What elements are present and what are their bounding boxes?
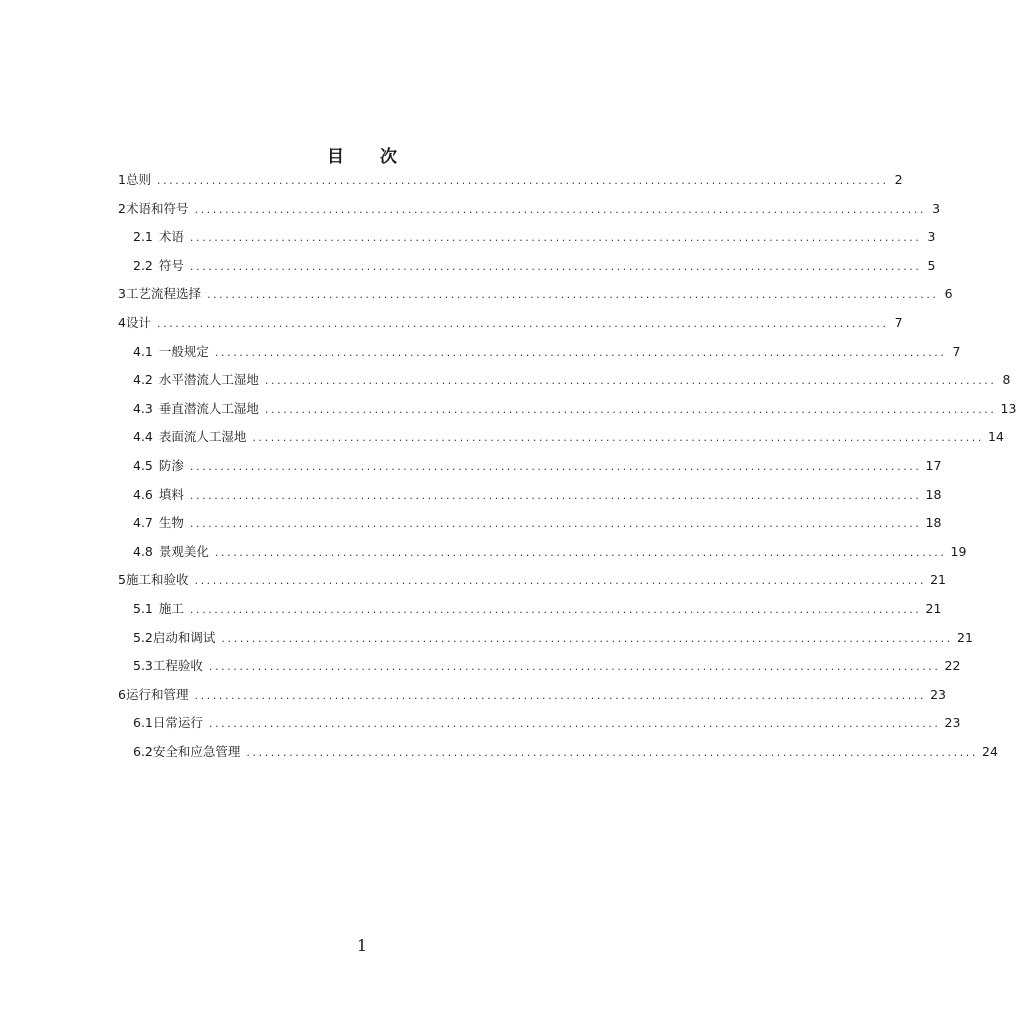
- toc-entry-number: 3: [118, 286, 126, 302]
- toc-entry-label: 防渗: [158, 457, 184, 473]
- toc-entry-number: 4.6: [133, 486, 153, 502]
- toc-entry[interactable]: [118, 566, 946, 595]
- toc-entry-number: 4.2: [133, 372, 153, 388]
- toc-entry-number: 2: [118, 200, 126, 216]
- toc-entry-number: 6.2: [133, 743, 153, 759]
- toc-dot-leader: ........................................................................................................................: [189, 259, 922, 273]
- toc-entry-label: 施工: [158, 600, 184, 616]
- toc-entry-number: 4: [118, 314, 126, 330]
- toc-entry[interactable]: [118, 481, 942, 510]
- toc-entry[interactable]: [118, 452, 942, 481]
- toc-entry-number: 2.1: [133, 229, 153, 245]
- toc-entry-page: 7: [894, 314, 903, 330]
- footer-page-number: 1: [356, 936, 368, 955]
- toc-dot-leader: ........................................................................................................................: [189, 602, 922, 616]
- toc-entry-label: 工艺流程选择: [125, 286, 201, 302]
- toc-dot-leader: ........................................................................................................................: [189, 517, 922, 531]
- toc-entry-label: 生物: [158, 515, 184, 531]
- toc-entry-number: 5.1: [133, 600, 153, 616]
- toc-entry-label: 总则: [125, 172, 151, 187]
- toc-dot-leader: ........................................................................................................................: [208, 717, 941, 731]
- toc-entry-page: 13: [1000, 400, 1016, 416]
- toc-entry-number: 2.2: [133, 257, 153, 273]
- toc-dot-leader: ........................................................................................................................: [208, 660, 941, 674]
- toc-entry-number: 4.7: [133, 515, 153, 531]
- toc-dot-leader: ........................................................................................................................: [206, 288, 939, 302]
- toc-entry[interactable]: [118, 309, 903, 338]
- toc-entry-page: 24: [982, 743, 998, 759]
- table-of-contents: [118, 166, 1016, 766]
- toc-entry-label: 一般规定: [158, 343, 209, 359]
- toc-entry-label: 启动和调试: [152, 629, 216, 645]
- toc-entry-page: 21: [957, 629, 973, 645]
- toc-entry-number: 4.3: [133, 400, 153, 416]
- toc-dot-leader: ........................................................................................................................: [246, 745, 978, 759]
- toc-entry-label: 术语和符号: [125, 200, 189, 216]
- toc-entry-label: 安全和应急管理: [152, 743, 241, 759]
- toc-entry[interactable]: [118, 395, 1016, 424]
- toc-entry-page: 21: [925, 600, 942, 616]
- toc-entry-number: 5.2: [133, 629, 153, 645]
- toc-entry[interactable]: [118, 423, 1004, 452]
- toc-dot-leader: ........................................................................................................................: [264, 402, 997, 416]
- toc-entry-label: 术语: [158, 229, 184, 245]
- toc-dot-leader: ........................................................................................................................: [194, 574, 927, 588]
- toc-entry-number: 4.4: [133, 429, 153, 445]
- toc-entry-page: 18: [925, 515, 942, 531]
- toc-entry-number: 1: [118, 172, 126, 187]
- toc-entry-page: 23: [930, 686, 946, 702]
- toc-entry-page: 6: [944, 286, 953, 302]
- toc-entry-label: 日常运行: [152, 715, 203, 731]
- toc-title-part-2: 次: [380, 147, 397, 167]
- toc-entry-number: 5: [118, 572, 126, 588]
- toc-entry-number: 4.8: [133, 543, 153, 559]
- toc-entry[interactable]: [118, 338, 961, 367]
- toc-entry-page: 14: [988, 429, 1004, 445]
- toc-dot-leader: ........................................................................................................................: [156, 174, 889, 187]
- toc-dot-leader: ........................................................................................................................: [189, 488, 922, 502]
- toc-entry-label: 工程验收: [152, 658, 203, 674]
- toc-title-part-1: 目: [327, 147, 344, 167]
- toc-entry-label: 表面流人工湿地: [158, 429, 247, 445]
- toc-dot-leader: ........................................................................................................................: [214, 345, 947, 359]
- toc-entry-label: 符号: [158, 257, 184, 273]
- toc-entry[interactable]: [118, 223, 936, 252]
- toc-entry-label: 施工和验收: [125, 572, 189, 588]
- toc-dot-leader: ........................................................................................................................: [264, 374, 997, 388]
- toc-entry-label: 景观美化: [158, 543, 209, 559]
- toc-entry-page: 8: [1002, 372, 1011, 388]
- toc-entry-page: 3: [927, 229, 936, 245]
- toc-entry-page: 2: [894, 172, 903, 187]
- toc-entry-page: 18: [925, 486, 942, 502]
- toc-entry[interactable]: [118, 166, 903, 195]
- toc-entry-page: 5: [927, 257, 936, 273]
- toc-entry[interactable]: [118, 280, 953, 309]
- toc-entry[interactable]: [118, 195, 941, 224]
- toc-dot-leader: ........................................................................................................................: [156, 316, 889, 330]
- toc-dot-leader: ........................................................................................................................: [194, 202, 927, 216]
- toc-dot-leader: ........................................................................................................................: [194, 688, 927, 702]
- toc-dot-leader: ........................................................................................................................: [189, 231, 922, 245]
- toc-entry-number: 6.1: [133, 715, 153, 731]
- toc-entry-page: 17: [925, 457, 942, 473]
- toc-entry[interactable]: [118, 595, 942, 624]
- toc-title: [0, 142, 724, 167]
- toc-entry[interactable]: [118, 709, 961, 738]
- toc-entry-page: 23: [944, 715, 961, 731]
- toc-entry[interactable]: [118, 681, 946, 710]
- toc-dot-leader: ........................................................................................................................: [214, 545, 947, 559]
- toc-entry-label: 垂直潜流人工湿地: [158, 400, 259, 416]
- toc-entry-label: 填料: [158, 486, 184, 502]
- toc-entry[interactable]: [118, 366, 1011, 395]
- toc-entry-number: 5.3: [133, 658, 153, 674]
- toc-entry[interactable]: [118, 509, 942, 538]
- toc-dot-leader: ........................................................................................................................: [221, 631, 953, 645]
- toc-entry[interactable]: [118, 738, 998, 767]
- toc-entry-number: 6: [118, 686, 126, 702]
- toc-entry-page: 21: [930, 572, 946, 588]
- toc-entry-page: 19: [950, 543, 967, 559]
- toc-dot-leader: ........................................................................................................................: [252, 431, 984, 445]
- toc-entry-page: 22: [944, 658, 961, 674]
- toc-entry[interactable]: [118, 538, 967, 567]
- toc-entry[interactable]: [118, 652, 961, 681]
- toc-entry[interactable]: [118, 624, 973, 653]
- toc-entry-label: 运行和管理: [125, 686, 189, 702]
- toc-entry-number: 4.1: [133, 343, 153, 359]
- toc-entry[interactable]: [118, 252, 936, 281]
- toc-dot-leader: ........................................................................................................................: [189, 459, 922, 473]
- toc-entry-label: 设计: [125, 314, 151, 330]
- toc-entry-page: 3: [932, 200, 941, 216]
- toc-entry-page: 7: [952, 343, 961, 359]
- toc-entry-label: 水平潜流人工湿地: [158, 372, 259, 388]
- toc-entry-number: 4.5: [133, 457, 153, 473]
